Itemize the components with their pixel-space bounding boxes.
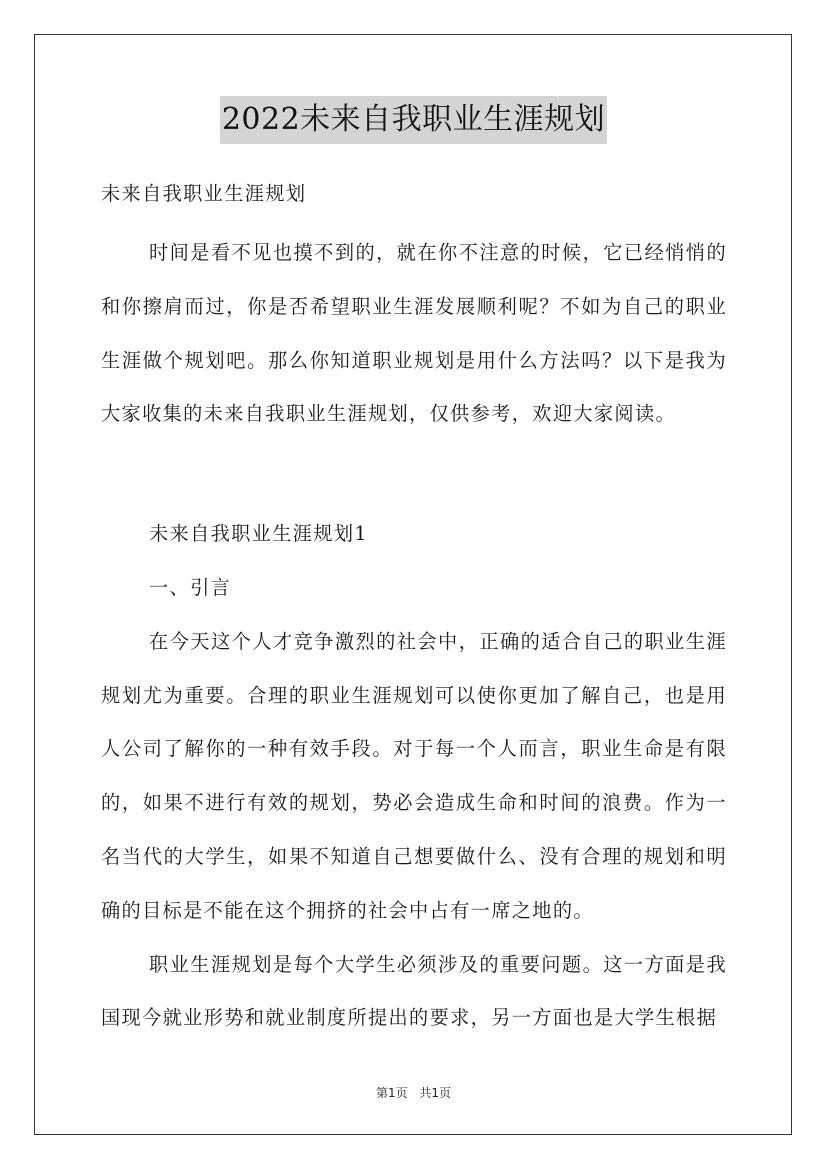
section-title: 未来自我职业生涯规划1 [149,522,368,546]
document-subtitle: 未来自我职业生涯规划 [101,182,307,205]
intro-paragraph: 时间是看不见也摸不到的，就在你不注意的时候，它已经悄悄的和你擦肩而过，你是否希望职业生涯发展顺利呢？不如为自己的职业生涯做个规划吧。那么你知道职业规划是用什么方法吗？以下是我为大家收集的未来自我职业生涯规划，仅供参考，欢迎大家阅读。 [101,241,727,426]
document-body [101,172,727,1045]
page-footer [0,1084,827,1101]
title-container [0,96,827,144]
section-heading: 一、引言 [149,575,232,599]
page-number: 第1页 [375,1086,408,1100]
document-title: 2022未来自我职业生涯规划 [220,96,607,144]
body-paragraph: 职业生涯规划是每个大学生必须涉及的重要问题。这一方面是我国现今就业形势和就业制度所提出的要求，另一方面也是大学生根据 [101,952,727,1030]
page-total: 共1页 [419,1086,452,1100]
body-paragraph: 在今天这个人才竞争激烈的社会中，正确的适合自己的职业生涯规划尤为重要。合理的职业生涯规划可以使你更加了解自己，也是用人公司了解你的一种有效手段。对于每一个人而言，职业生命是有限的，如果不进行有效的规划，势必会造成生命和时间的浪费。作为一名当代的大学生，如果不知道自己想要做什么、没有合理的规划和明确的目标是不能在这个拥挤的社会中占有一席之地的。 [101,629,727,922]
